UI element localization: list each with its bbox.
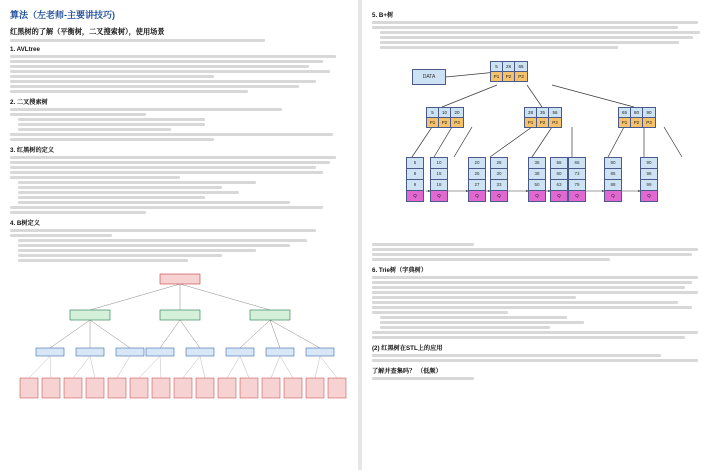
leaf3-key-2: 26 — [469, 169, 485, 180]
leaf2-key-1: 10 — [431, 158, 447, 169]
leaf3-marker: Q — [469, 191, 485, 201]
leaf8-marker: Q — [605, 191, 621, 201]
leaf8-key-2: 85 — [605, 169, 621, 180]
mid3-ptr-3: P3 — [643, 118, 655, 127]
subheading-avl: 1. AVLtree — [10, 46, 40, 53]
mid2-key-2: 35 — [537, 108, 549, 117]
mid3-key-2: 80 — [631, 108, 643, 117]
mid1-key-1: 5 — [427, 108, 439, 117]
bplus-root-node — [490, 61, 528, 82]
bplus-leaf-9 — [640, 157, 658, 202]
leaf4-key-2: 30 — [491, 169, 507, 180]
mid1-key-3: 20 — [451, 108, 463, 117]
leaf5-key-2: 38 — [529, 169, 545, 180]
mid2-ptr-2: P2 — [537, 118, 549, 127]
leaf6-key-1: 56 — [551, 158, 567, 169]
leaf9-key-2: 96 — [641, 169, 657, 180]
bplus-leaf-8 — [604, 157, 622, 202]
mid2-key-1: 28 — [525, 108, 537, 117]
bplus-leaf-3 — [468, 157, 486, 202]
mid3-ptr-1: P1 — [619, 118, 631, 127]
subheading-trie: 6. Trie树（字典树） — [372, 267, 428, 274]
leaf2-key-2: 15 — [431, 169, 447, 180]
mid2-ptr-3: P3 — [549, 118, 561, 127]
bplus-leaf-1 — [406, 157, 424, 202]
leaf4-marker: Q — [491, 191, 507, 201]
leaf6-marker: Q — [551, 191, 567, 201]
bplus-mid-node-3 — [618, 107, 656, 128]
bplus-leaf-2 — [430, 157, 448, 202]
right-page — [362, 0, 720, 470]
leaf7-key-2: 73 — [569, 169, 585, 180]
btree-diagram — [10, 266, 350, 416]
mid2-key-3: 56 — [549, 108, 561, 117]
root-key-2: 28 — [503, 62, 515, 71]
btree-svg — [10, 266, 350, 416]
bplus-leaf-6 — [550, 157, 568, 202]
subheading-unionfind: 了解并查集吗？ （低频） — [372, 368, 442, 375]
section-heading-rbtree: 红黑树的了解（平衡树，二叉搜索树），使用场景 — [10, 27, 165, 36]
leaf4-key-1: 28 — [491, 158, 507, 169]
leaf5-key-3: 50 — [529, 180, 545, 191]
leaf1-marker: Q — [407, 191, 423, 201]
leaf9-key-1: 90 — [641, 158, 657, 169]
bplus-leaf-7 — [568, 157, 586, 202]
mid1-ptr-3: P3 — [451, 118, 463, 127]
subheading-rb-def: 3. 红黑树的定义 — [10, 147, 55, 154]
data-box: DATA — [412, 69, 446, 85]
leaf1-key-1: 5 — [407, 158, 423, 169]
left-page — [0, 0, 358, 470]
root-ptr-2: P2 — [503, 72, 515, 81]
leaf9-marker: Q — [641, 191, 657, 201]
mid2-ptr-1: P1 — [525, 118, 537, 127]
leaf6-key-3: 63 — [551, 180, 567, 191]
bplus-leaf-5 — [528, 157, 546, 202]
bplus-leaf-4 — [490, 157, 508, 202]
leaf7-marker: Q — [569, 191, 585, 201]
root-ptr-3: P3 — [515, 72, 527, 81]
root-ptr-1: P1 — [491, 72, 503, 81]
leaf3-key-1: 20 — [469, 158, 485, 169]
leaf6-key-2: 60 — [551, 169, 567, 180]
leaf2-key-3: 18 — [431, 180, 447, 191]
leaf8-key-3: 88 — [605, 180, 621, 191]
bplus-mid-node-2 — [524, 107, 562, 128]
mid3-key-3: 90 — [643, 108, 655, 117]
mid1-ptr-1: P1 — [427, 118, 439, 127]
document-title: 算法（左老师-主要讲技巧) — [10, 10, 115, 20]
bplus-tree-diagram — [372, 51, 712, 241]
leaf1-key-3: 9 — [407, 180, 423, 191]
leaf3-key-3: 27 — [469, 180, 485, 191]
bplus-mid-node-1 — [426, 107, 464, 128]
leaf7-key-1: 65 — [569, 158, 585, 169]
leaf8-key-1: 80 — [605, 158, 621, 169]
leaf7-key-3: 79 — [569, 180, 585, 191]
leaf1-key-2: 8 — [407, 169, 423, 180]
mid1-ptr-2: P2 — [439, 118, 451, 127]
leaf2-marker: Q — [431, 191, 447, 201]
leaf5-key-1: 35 — [529, 158, 545, 169]
subheading-stl: (2) 红黑树在STL上的应用 — [372, 345, 443, 352]
root-key-3: 65 — [515, 62, 527, 71]
leaf9-key-3: 99 — [641, 180, 657, 191]
mid3-ptr-2: P2 — [631, 118, 643, 127]
subheading-bplus: 5. B+树 — [372, 12, 394, 19]
leaf4-key-3: 33 — [491, 180, 507, 191]
subheading-btree: 4. B树定义 — [10, 220, 40, 227]
mid3-key-1: 65 — [619, 108, 631, 117]
subheading-bst: 2. 二叉搜索树 — [10, 99, 48, 106]
mid1-key-2: 10 — [439, 108, 451, 117]
leaf5-marker: Q — [529, 191, 545, 201]
root-key-1: 5 — [491, 62, 503, 71]
